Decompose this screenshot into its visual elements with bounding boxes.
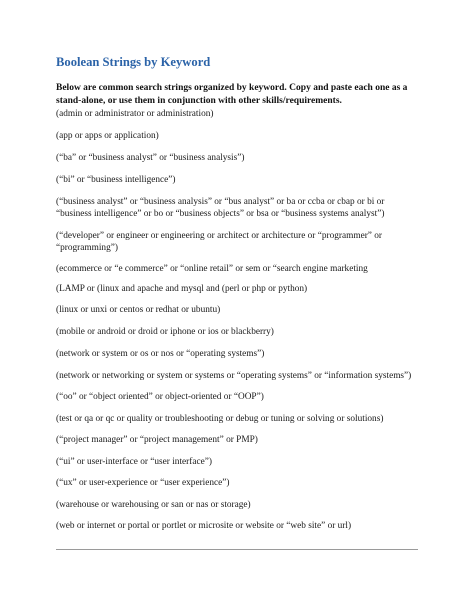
string-ba: (“ba” or “business analyst” or “business analysis”)	[56, 153, 245, 163]
string-ecommerce: (ecommerce or “e commerce” or “online retail” or sem or “search engine marketing	[56, 264, 368, 274]
string-test-qa: (test or qa or qc or quality or troubleshooting or debug or tuning or solving or solutions)	[56, 414, 384, 424]
string-developer: (“developer” or engineer or engineering or architect or architecture or “programmer” or “programming”)	[56, 231, 382, 254]
footer-divider	[56, 549, 418, 550]
string-object-oriented: (“oo” or “object oriented” or object-oriented or “OOP”)	[56, 392, 264, 402]
string-lamp: (LAMP or (linux and apache and mysql and (perl or php or python)	[56, 284, 308, 294]
document-title: Boolean Strings by Keyword	[56, 55, 211, 69]
string-network-os: (network or system or os or nos or “operating systems”)	[56, 349, 265, 359]
intro-paragraph: Below are common search strings organized by keyword. Copy and paste each one as a stand-alone, or use them in conjunction with other skills/requirements.	[56, 83, 408, 106]
string-network-systems: (network or networking or system or systems or “operating systems” or “information systems”)	[56, 371, 412, 381]
string-linux: (linux or unxi or centos or redhat or ubuntu)	[56, 305, 221, 315]
string-project-manager: (“project manager” or “project management” or PMP)	[56, 435, 258, 445]
string-bi: (“bi” or “business intelligence”)	[56, 175, 176, 185]
string-mobile: (mobile or android or droid or iphone or ios or blackberry)	[56, 327, 274, 337]
string-app: (app or apps or application)	[56, 131, 159, 141]
string-warehouse: (warehouse or warehousing or san or nas or storage)	[56, 500, 251, 510]
string-admin: (admin or administrator or administration)	[56, 109, 214, 119]
string-business-analyst: (“business analyst” or “business analysis” or “bus analyst” or ba or ccba or cbap or bi or “business intelligence” or bo or “business objects” or bsa or “business systems analyst”)	[56, 197, 385, 220]
string-web: (web or internet or portal or portlet or microsite or website or “web site” or url)	[56, 521, 352, 531]
string-ui: (“ui” or user-interface or “user interface”)	[56, 457, 212, 467]
string-ux: (“ux” or user-experience or “user experience”)	[56, 478, 230, 488]
